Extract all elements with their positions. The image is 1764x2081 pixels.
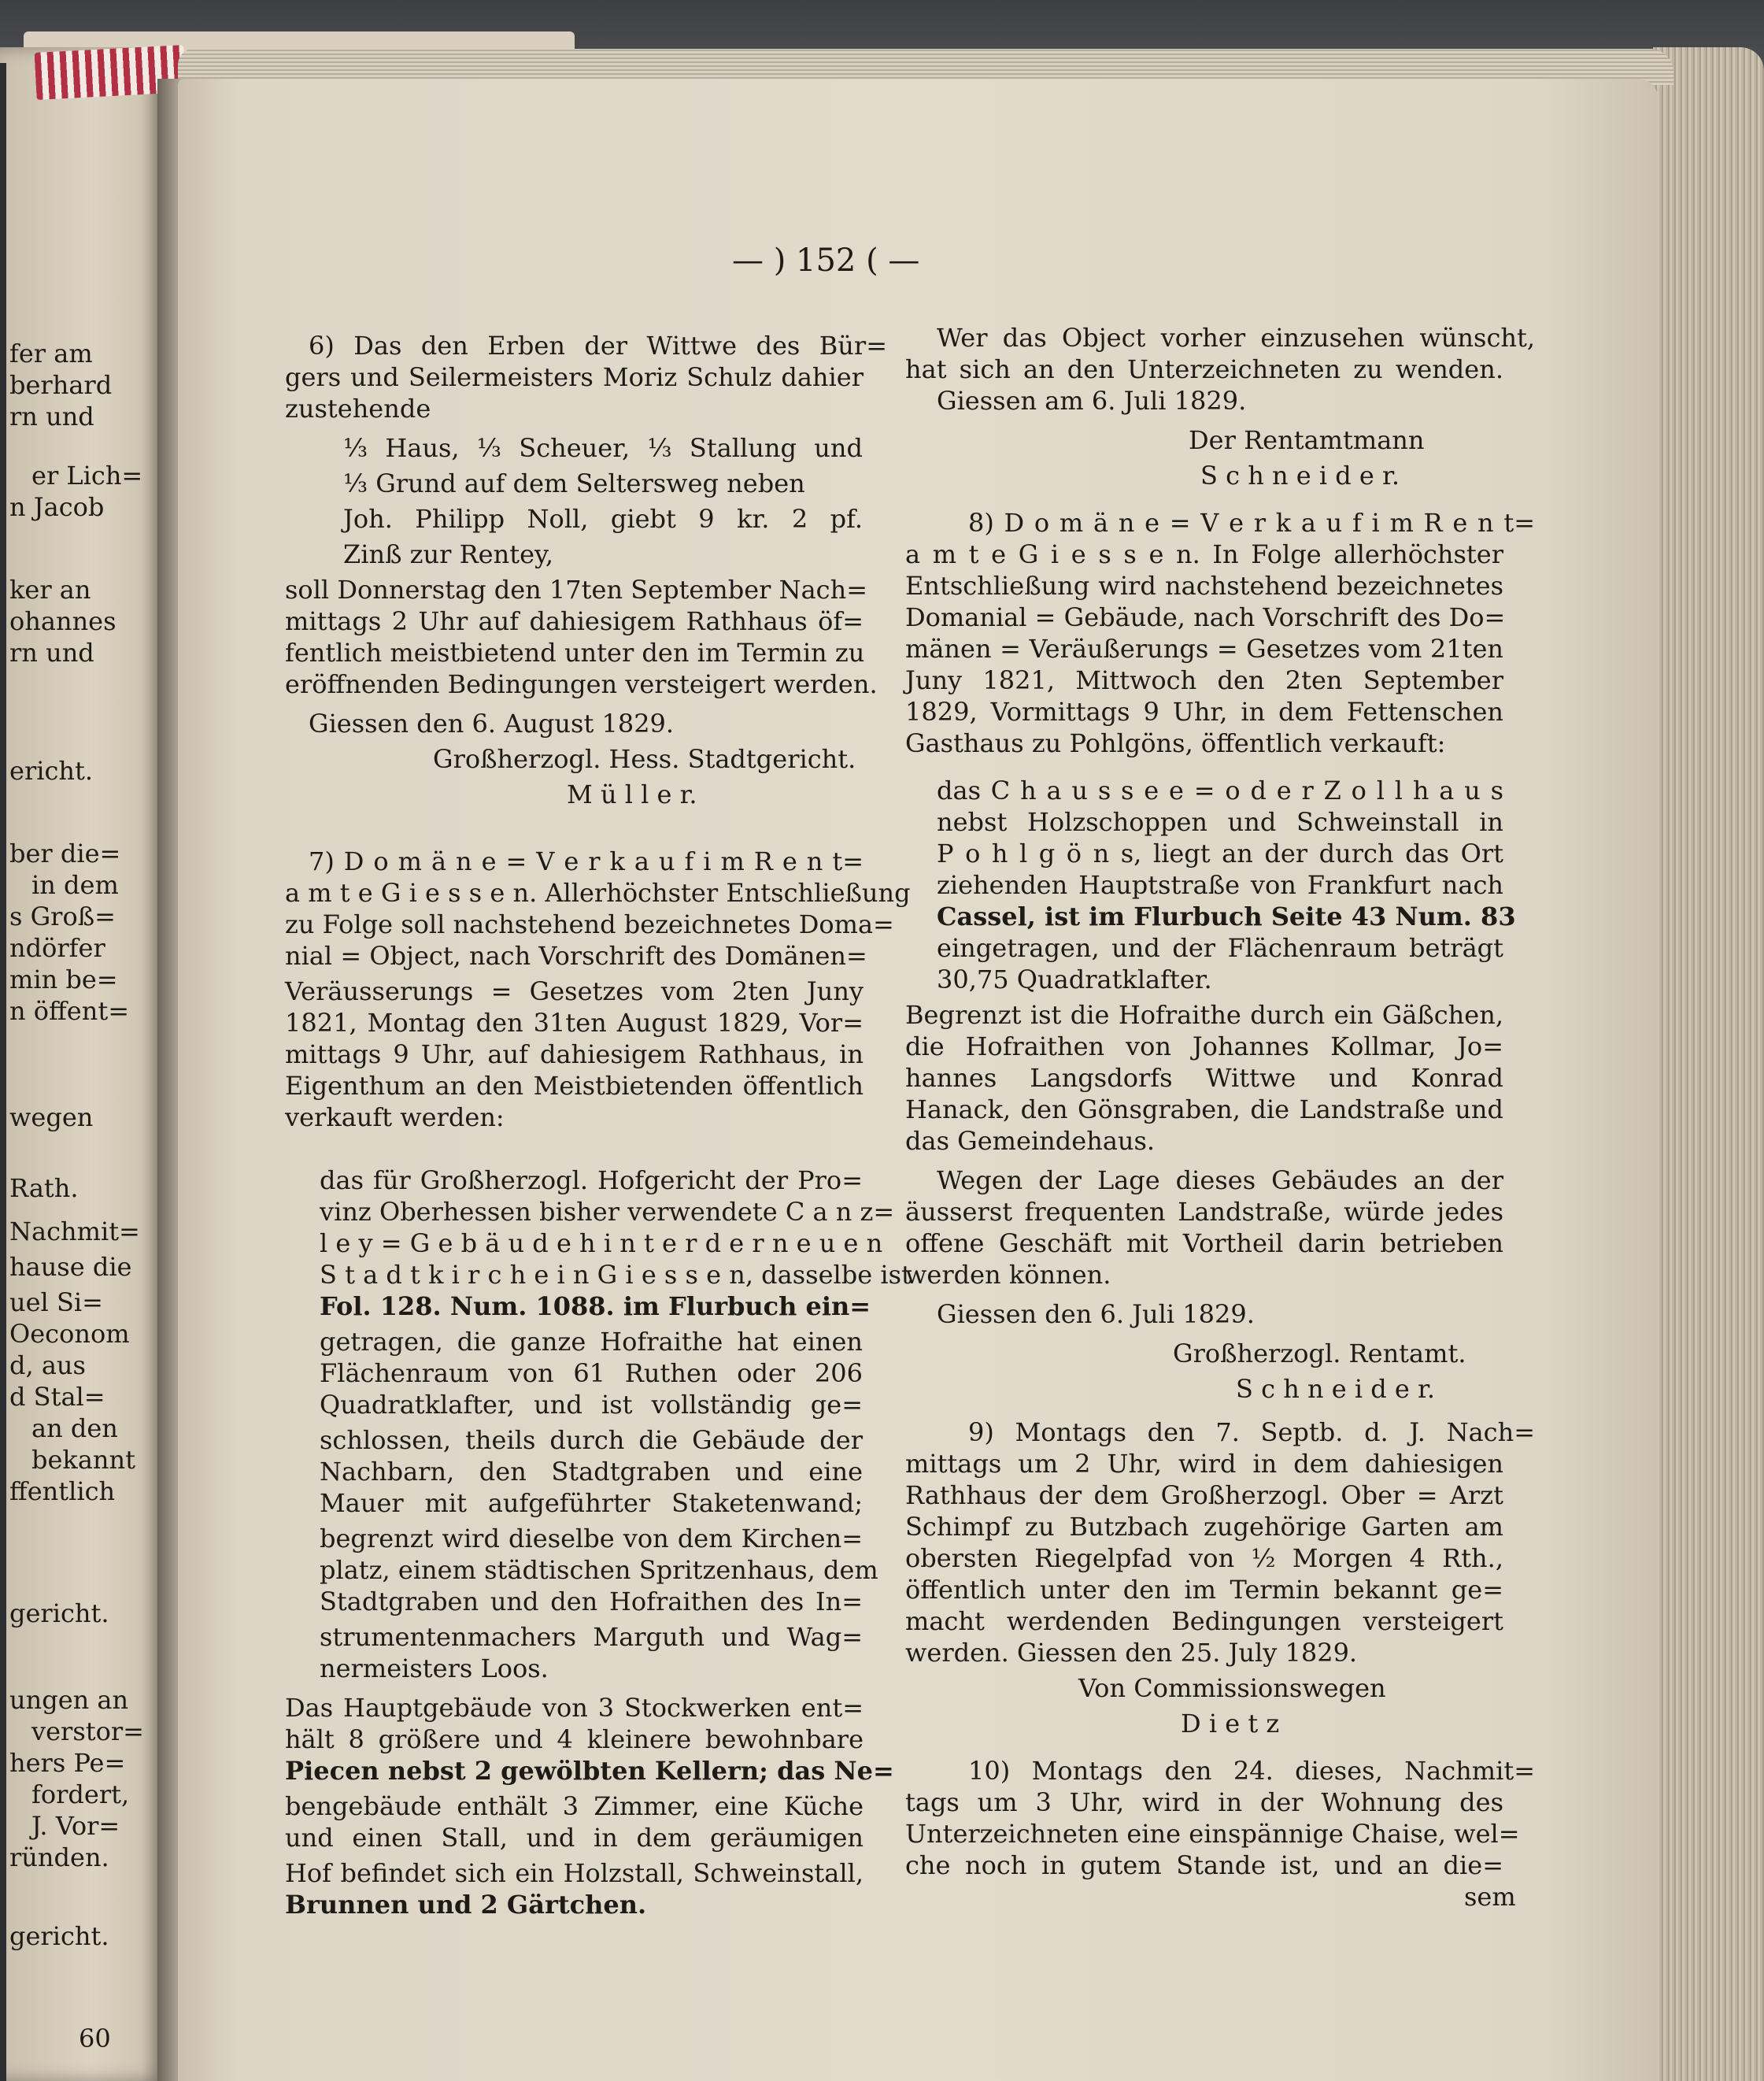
left-page-fragment: n öffent= <box>9 996 129 1026</box>
left-page-fragment: gericht. <box>9 1598 109 1628</box>
left-page-fragment: rn und <box>9 402 94 431</box>
left-page-fragment: s Groß= <box>9 902 116 931</box>
left-page-fragment: uel Si= <box>9 1287 103 1317</box>
left-page-fragment: n Jacob <box>9 492 105 522</box>
text-line: S c h n e i d e r. <box>1236 1374 1435 1404</box>
text-line: offene Geschäft mit Vortheil darin betrieben <box>905 1228 1503 1258</box>
text-line: Giessen den 6. Juli 1829. <box>937 1299 1255 1329</box>
left-page-fragment: bekannt <box>31 1445 135 1475</box>
text-line: strumentenmachers Marguth und Wag= <box>320 1622 863 1652</box>
text-line: Brunnen und 2 Gärtchen. <box>285 1890 647 1920</box>
text-line: Cassel, ist im Flurbuch Seite 43 Num. 83 <box>937 902 1516 931</box>
text-line: werden. Giessen den 25. July 1829. <box>905 1638 1358 1668</box>
left-page-fragment: ohannes <box>9 606 116 636</box>
left-page-fragment: gericht. <box>9 1921 109 1951</box>
left-page-fragment: verstor= <box>31 1716 144 1746</box>
text-line: und einen Stall, und in dem geräumigen <box>285 1823 864 1853</box>
text-line: P o h l g ö n s, liegt an der durch das Ort <box>937 839 1503 868</box>
page-number: — ) 152 ( — <box>732 243 920 279</box>
left-page-fragment: Rath. <box>9 1173 79 1203</box>
text-line: 9) Montags den 7. Septb. d. J. Nach= <box>968 1417 1535 1447</box>
text-line: 30,75 Quadratklafter. <box>937 965 1212 994</box>
left-page-fragment: an den <box>31 1413 118 1443</box>
text-line: sem <box>1464 1882 1516 1912</box>
text-line: das C h a u s s e e = o d e r Z o l l h a u s <box>937 776 1503 805</box>
text-line: 6) Das den Erben der Wittwe des Bür= <box>309 331 887 361</box>
left-page-fragment: er Lich= <box>31 461 143 491</box>
text-line: M ü l l e r. <box>567 779 697 809</box>
text-line: eingetragen, und der Flächenraum beträgt <box>937 933 1503 963</box>
left-page-fragment: fer am <box>9 339 93 368</box>
text-line: gers und Seilermeisters Moriz Schulz dahier <box>285 362 864 392</box>
text-line: Großherzogl. Hess. Stadtgericht. <box>433 744 856 774</box>
text-line: getragen, die ganze Hofraithe hat einen <box>320 1327 863 1357</box>
text-line: öffentlich unter den im Termin bekannt ge= <box>905 1575 1503 1605</box>
text-line: verkauft werden: <box>285 1102 505 1132</box>
text-line: Piecen nebst 2 gewölbten Kellern; das Ne= <box>285 1756 894 1786</box>
text-line: 7) D o m ä n e = V e r k a u f i m R e n t= <box>309 846 864 876</box>
left-page-fragment: d, aus <box>9 1350 86 1380</box>
text-line: Quadratklafter, und ist vollständig ge= <box>320 1390 863 1420</box>
text-line: vinz Oberhessen bisher verwendete C a n z= <box>320 1197 895 1227</box>
text-line: zu Folge soll nachstehend bezeichnetes Doma= <box>285 909 894 939</box>
text-line: Unterzeichneten eine einspännige Chaise, wel= <box>905 1819 1520 1849</box>
left-page-fragment: d Stal= <box>9 1382 105 1412</box>
text-line: S t a d t k i r c h e i n G i e s s e n, dasselbe ist <box>320 1260 912 1290</box>
text-line: äusserst frequenten Landstraße, würde jedes <box>905 1197 1503 1227</box>
text-line: hält 8 größere und 4 kleinere bewohnbare <box>285 1724 864 1754</box>
text-line: ziehenden Hauptstraße von Frankfurt nach <box>937 870 1503 900</box>
text-line: nermeisters Loos. <box>320 1653 549 1683</box>
text-line: Schimpf zu Butzbach zugehörige Garten am <box>905 1512 1503 1542</box>
text-line: mittags 9 Uhr, auf dahiesigem Rathhaus, in <box>285 1039 864 1069</box>
text-line: Domanial = Gebäude, nach Vorschrift des Do= <box>905 602 1506 632</box>
text-line: zustehende <box>285 394 431 424</box>
left-page-fragment: ndörfer <box>9 933 105 963</box>
text-line: Zinß zur Rentey, <box>343 539 553 569</box>
text-line: hat sich an den Unterzeichneten zu wenden. <box>905 354 1503 384</box>
text-line: bengebäude enthält 3 Zimmer, eine Küche <box>285 1791 864 1821</box>
page-block-edge <box>1653 47 1764 2081</box>
left-page-fragment: ungen an <box>9 1685 129 1715</box>
text-line: Gasthaus zu Pohlgöns, öffentlich verkauft: <box>905 728 1446 758</box>
text-line: schlossen, theils durch die Gebäude der <box>320 1425 863 1455</box>
text-line: Fol. 128. Num. 1088. im Flurbuch ein= <box>320 1291 871 1321</box>
text-line: a m t e G i e s s e n. Allerhöchster Entschließung <box>285 878 911 908</box>
background-strip <box>0 63 6 2081</box>
text-line: Eigenthum an den Meistbietenden öffentlich <box>285 1071 864 1101</box>
left-page-fragment: J. Vor= <box>31 1811 120 1841</box>
left-page-fragment: ber die= <box>9 839 121 868</box>
text-line: mittags um 2 Uhr, wird in dem dahiesigen <box>905 1449 1503 1479</box>
left-page-fragment: ericht. <box>9 756 94 786</box>
text-line: Giessen am 6. Juli 1829. <box>937 386 1247 416</box>
text-line: werden können. <box>905 1260 1111 1290</box>
left-page-fragment: Nachmit= <box>9 1216 140 1246</box>
left-page-fragment: hause die <box>9 1252 132 1282</box>
text-line: ⅓ Grund auf dem Seltersweg neben <box>343 468 805 498</box>
text-line: Stadtgraben und den Hofraithen des In= <box>320 1587 863 1616</box>
left-page-fragment: rn und <box>9 638 94 668</box>
text-line: Der Rentamtmann <box>1189 425 1425 455</box>
text-line: nebst Holzschoppen und Schweinstall in <box>937 807 1503 837</box>
text-line: Veräusserungs = Gesetzes vom 2ten Juny <box>285 976 864 1006</box>
left-page-fragment: Oeconom <box>9 1319 130 1349</box>
text-line: 8) D o m ä n e = V e r k a u f i m R e n t= <box>968 508 1535 538</box>
left-page-fragment: hers Pe= <box>9 1748 126 1778</box>
text-line: 10) Montags den 24. dieses, Nachmit= <box>968 1756 1535 1786</box>
text-line: tags um 3 Uhr, wird in der Wohnung des <box>905 1787 1503 1817</box>
text-line: nial = Object, nach Vorschrift des Domänen= <box>285 941 867 971</box>
text-line: das Gemeindehaus. <box>905 1126 1156 1156</box>
text-line: Mauer mit aufgeführter Staketenwand; <box>320 1488 863 1518</box>
left-page-fragment: in dem <box>31 870 119 900</box>
text-line: Giessen den 6. August 1829. <box>309 709 675 739</box>
text-line: das für Großherzogl. Hofgericht der Pro= <box>320 1165 863 1195</box>
text-line: Großherzogl. Rentamt. <box>1173 1339 1466 1368</box>
text-line: Rathhaus der dem Großherzogl. Ober = Arzt <box>905 1480 1503 1510</box>
text-line: mänen = Veräußerungs = Gesetzes vom 21ten <box>905 634 1503 664</box>
text-line: Begrenzt ist die Hofraithe durch ein Gäßchen, <box>905 1000 1503 1030</box>
left-page-fragment: min be= <box>9 965 118 994</box>
text-line: l e y = G e b ä u d e h i n t e r d e r n e u e n <box>320 1228 883 1258</box>
text-line: eröffnenden Bedingungen versteigert werden. <box>285 669 878 699</box>
text-line: Das Hauptgebäude von 3 Stockwerken ent= <box>285 1693 864 1723</box>
text-line: platz, einem städtischen Spritzenhaus, dem <box>320 1555 878 1585</box>
text-line: Nachbarn, den Stadtgraben und eine <box>320 1457 863 1487</box>
text-line: hannes Langsdorfs Wittwe und Konrad <box>905 1063 1503 1093</box>
text-line: Entschließung wird nachstehend bezeichnetes <box>905 571 1503 601</box>
text-line: begrenzt wird dieselbe von dem Kirchen= <box>320 1524 863 1553</box>
text-line: che noch in gutem Stande ist, und an die= <box>905 1850 1503 1880</box>
text-line: obersten Riegelpfad von ½ Morgen 4 Rth., <box>905 1543 1503 1573</box>
left-page-fragment: 60 <box>79 2024 111 2053</box>
text-line: Hof befindet sich ein Holzstall, Schweinstall, <box>285 1858 864 1888</box>
text-line: Flächenraum von 61 Ruthen oder 206 <box>320 1358 863 1388</box>
text-line: macht werdenden Bedingungen versteigert <box>905 1606 1503 1636</box>
text-line: Wegen der Lage dieses Gebäudes an der <box>937 1165 1503 1195</box>
text-line: 1829, Vormittags 9 Uhr, in dem Fettenschen <box>905 697 1503 727</box>
left-page-fragment: wegen <box>9 1102 94 1132</box>
left-page-fragment: ründen. <box>9 1842 109 1872</box>
text-line: Von Commissionswegen <box>1078 1673 1386 1703</box>
text-line: Juny 1821, Mittwoch den 2ten September <box>905 665 1503 695</box>
text-line: Joh. Philipp Noll, giebt 9 kr. 2 pf. <box>343 504 863 534</box>
text-line: D i e t z <box>1181 1709 1280 1738</box>
text-line: fentlich meistbietend unter den im Termin zu <box>285 638 865 668</box>
left-page-fragment: ker an <box>9 575 91 605</box>
text-line: 1821, Montag den 31ten August 1829, Vor= <box>285 1008 864 1038</box>
left-page-fragment: berhard <box>9 370 113 400</box>
text-line: a m t e G i e s s e n. In Folge allerhöchster <box>905 539 1503 569</box>
text-line: Hanack, den Gönsgraben, die Landstraße und <box>905 1094 1503 1124</box>
text-line: ⅓ Haus, ⅓ Scheuer, ⅓ Stallung und <box>343 433 863 463</box>
text-line: Wer das Object vorher einzusehen wünscht, <box>937 323 1535 353</box>
left-page-fragment: fordert, <box>31 1779 130 1809</box>
text-line: S c h n e i d e r. <box>1200 461 1400 491</box>
left-page-fragment: ffentlich <box>9 1476 116 1506</box>
text-line: soll Donnerstag den 17ten September Nach= <box>285 575 868 605</box>
text-line: die Hofraithen von Johannes Kollmar, Jo= <box>905 1031 1503 1061</box>
text-line: mittags 2 Uhr auf dahiesigem Rathhaus öf= <box>285 606 864 636</box>
